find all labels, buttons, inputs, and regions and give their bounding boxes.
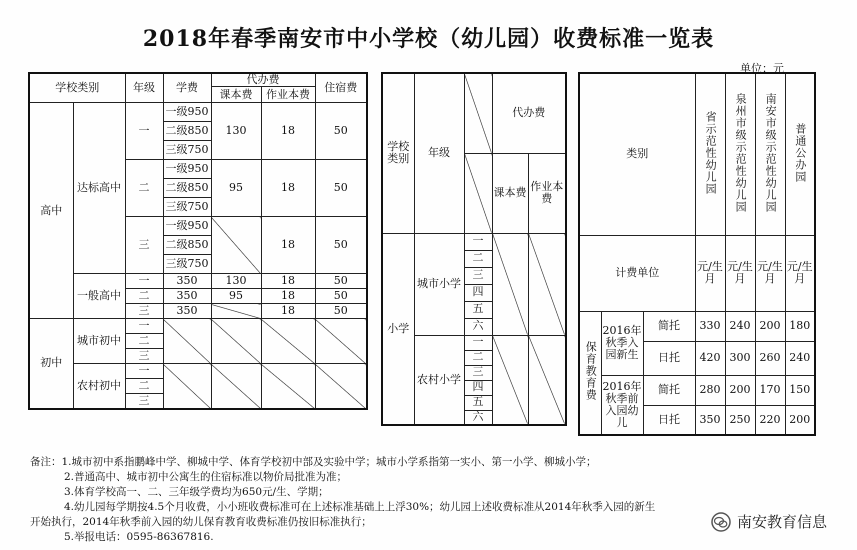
header-grade: 年级 — [414, 73, 464, 233]
tuition-level: 一级950 — [163, 217, 211, 236]
note-line: 2.普通高中、城市初中公寓生的住宿标准以物价局批准为准； — [64, 471, 348, 483]
col-label: 普通公办园 — [793, 122, 807, 183]
grade-cell: 二 — [464, 250, 492, 267]
header-school-type: 学校类别 — [29, 73, 125, 103]
empty-diagonal-cell — [464, 73, 492, 153]
boarding-fee: 50 — [315, 304, 367, 319]
note-line: 备注：1.城市初中系指鹏峰中学、柳城中学、体育学校初中部及实验中学；城市小学系指第一实小、第一小学、柳城小学； — [30, 456, 597, 468]
billing-unit: 元/生月 — [695, 235, 725, 311]
header-book: 课本费 — [492, 153, 528, 233]
tuition-level: 一级950 — [163, 160, 211, 179]
col-label: 省示范性幼儿园 — [704, 110, 718, 195]
fee-cell: 280 — [695, 375, 725, 405]
jiantuo-label: 简托 — [643, 375, 695, 405]
fee-cell: 200 — [725, 375, 755, 405]
tuition-level: 三级750 — [163, 198, 211, 217]
fee-cell: 200 — [785, 405, 815, 435]
empty-diagonal-cell — [211, 217, 261, 274]
grade-cell: 二 — [125, 379, 163, 394]
tuition-level: 二级850 — [163, 179, 211, 198]
fee-cell: 250 — [725, 405, 755, 435]
homework-fee: 18 — [261, 304, 315, 319]
billing-unit-label: 计费单位 — [579, 235, 695, 311]
note-line: 4.幼儿园每学期按4.5个月收费，小小班收费标准可在上述标准基础上上浮30%；幼儿园上述收费标准从2014年秋季入园的新生 — [64, 501, 656, 513]
fee-cell: 150 — [785, 375, 815, 405]
rural-junior-label: 农村初中 — [73, 364, 125, 409]
empty-diagonal-cell — [528, 233, 566, 335]
notes — [30, 455, 810, 545]
fee-cell: 350 — [695, 405, 725, 435]
empty-diagonal-cell — [528, 335, 566, 425]
grade-cell: 一 — [464, 335, 492, 350]
fee-cell: 330 — [695, 311, 725, 341]
header-nanan — [755, 73, 785, 235]
unit-label: 单位：元 — [740, 62, 784, 75]
fee-cell: 240 — [725, 311, 755, 341]
fee-cell: 170 — [755, 375, 785, 405]
empty-diagonal-cell — [261, 319, 315, 364]
tuition-fee: 350 — [163, 274, 211, 289]
yiban-label: 一般高中 — [73, 274, 125, 319]
book-fee: 130 — [211, 103, 261, 160]
fee-cell: 180 — [785, 311, 815, 341]
boarding-fee: 50 — [315, 289, 367, 304]
secondary-fee-table — [28, 72, 368, 410]
grade-cell: 三 — [125, 217, 163, 274]
empty-diagonal-cell — [315, 319, 367, 364]
note-line: 5.举报电话：0595-86367816. — [64, 531, 214, 543]
fee-cell: 240 — [785, 341, 815, 375]
grade-cell: 三 — [464, 267, 492, 284]
boarding-fee: 50 — [315, 217, 367, 274]
fee-cell: 260 — [755, 341, 785, 375]
old-2016-label: 2016年秋季前入园幼儿 — [601, 375, 643, 435]
boarding-fee: 50 — [315, 160, 367, 217]
empty-diagonal-cell — [163, 319, 211, 364]
empty-diagonal-cell — [492, 233, 528, 335]
kindergarten-fee-table — [578, 72, 816, 436]
header-daiban: 代办费 — [492, 73, 566, 153]
grade-cell: 六 — [464, 410, 492, 425]
baoyu-label — [579, 311, 601, 435]
page-title: 2018年春季南安市中小学校（幼儿园）收费标准一览表 — [142, 26, 715, 52]
jiantuo-label: 简托 — [643, 311, 695, 341]
dabiao-label: 达标高中 — [73, 103, 125, 274]
empty-diagonal-cell — [261, 364, 315, 409]
homework-fee: 18 — [261, 217, 315, 274]
fee-cell: 300 — [725, 341, 755, 375]
wechat-brand — [711, 511, 827, 532]
header-public — [785, 73, 815, 235]
grade-cell: 三 — [464, 365, 492, 380]
tuition-level: 二级850 — [163, 122, 211, 141]
fee-cell: 220 — [755, 405, 785, 435]
col-label: 南安市级示范性幼儿园 — [764, 92, 778, 213]
empty-diagonal-cell — [492, 335, 528, 425]
grade-cell: 五 — [464, 301, 492, 318]
grade-cell: 二 — [125, 289, 163, 304]
boarding-fee: 50 — [315, 103, 367, 160]
homework-fee: 18 — [261, 103, 315, 160]
note-line: 开始执行，2014年秋季前入园的幼儿保育教育收费标准仍按旧标准执行； — [30, 516, 372, 528]
billing-unit: 元/生月 — [725, 235, 755, 311]
header-boarding: 住宿费 — [315, 73, 367, 103]
grade-cell: 五 — [464, 395, 492, 410]
rituo-label: 日托 — [643, 405, 695, 435]
tuition-level: 二级850 — [163, 236, 211, 255]
grade-cell: 一 — [125, 364, 163, 379]
grade-cell: 一 — [125, 103, 163, 160]
empty-diagonal-cell — [211, 304, 261, 319]
gaozhong-label: 高中 — [29, 103, 73, 319]
fee-cell: 200 — [755, 311, 785, 341]
grade-cell: 三 — [125, 349, 163, 364]
grade-cell: 一 — [125, 274, 163, 289]
book-fee: 95 — [211, 160, 261, 217]
header-homework: 作业本费 — [528, 153, 566, 233]
empty-diagonal-cell — [464, 153, 492, 233]
homework-fee: 18 — [261, 289, 315, 304]
billing-unit: 元/生月 — [755, 235, 785, 311]
empty-diagonal-cell — [163, 364, 211, 409]
new-2016-label: 2016年秋季入园新生 — [601, 311, 643, 375]
grade-cell: 一 — [125, 319, 163, 334]
grade-cell: 二 — [125, 160, 163, 217]
header-book: 课本费 — [211, 87, 261, 103]
book-fee: 95 — [211, 289, 261, 304]
grade-cell: 二 — [464, 350, 492, 365]
tuition-fee: 350 — [163, 289, 211, 304]
empty-diagonal-cell — [211, 364, 261, 409]
homework-fee: 18 — [261, 160, 315, 217]
header-daiban: 代办费 — [211, 73, 315, 87]
fee-cell: 420 — [695, 341, 725, 375]
grade-cell: 四 — [464, 284, 492, 301]
book-fee: 130 — [211, 274, 261, 289]
empty-diagonal-cell — [315, 364, 367, 409]
grade-cell: 三 — [125, 394, 163, 409]
brand-name: 南安教育信息 — [736, 513, 827, 531]
boarding-fee: 50 — [315, 274, 367, 289]
grade-cell: 四 — [464, 380, 492, 395]
grade-cell: 二 — [125, 334, 163, 349]
tuition-level: 三级750 — [163, 141, 211, 160]
rituo-label: 日托 — [643, 341, 695, 375]
city-junior-label: 城市初中 — [73, 319, 125, 364]
homework-fee: 18 — [261, 274, 315, 289]
note-line: 3.体育学校高一、二、三年级学费均为650元/生、学期； — [64, 486, 329, 498]
header-school-type: 学校类别 — [382, 73, 414, 233]
grade-cell: 六 — [464, 318, 492, 335]
header-tuition: 学费 — [163, 73, 211, 103]
chuzhong-label: 初中 — [29, 319, 73, 409]
grade-cell: 三 — [125, 304, 163, 319]
baoyu-text: 保育教育费 — [584, 341, 598, 402]
tuition-level: 三级750 — [163, 255, 211, 274]
col-label: 泉州市级示范性幼儿园 — [734, 92, 748, 213]
city-primary-label: 城市小学 — [414, 233, 464, 335]
xiaoxue-label: 小学 — [382, 233, 414, 425]
billing-unit: 元/生月 — [785, 235, 815, 311]
header-grade: 年级 — [125, 73, 163, 103]
empty-diagonal-cell — [211, 319, 261, 364]
rural-primary-label: 农村小学 — [414, 335, 464, 425]
header-homework: 作业本费 — [261, 87, 315, 103]
header-quanzhou — [725, 73, 755, 235]
tuition-fee: 350 — [163, 304, 211, 319]
primary-fee-table — [381, 72, 567, 426]
header-provincial — [695, 73, 725, 235]
header-category: 类别 — [579, 73, 695, 235]
tuition-level: 一级950 — [163, 103, 211, 122]
wechat-icon — [711, 512, 731, 532]
grade-cell: 一 — [464, 233, 492, 250]
